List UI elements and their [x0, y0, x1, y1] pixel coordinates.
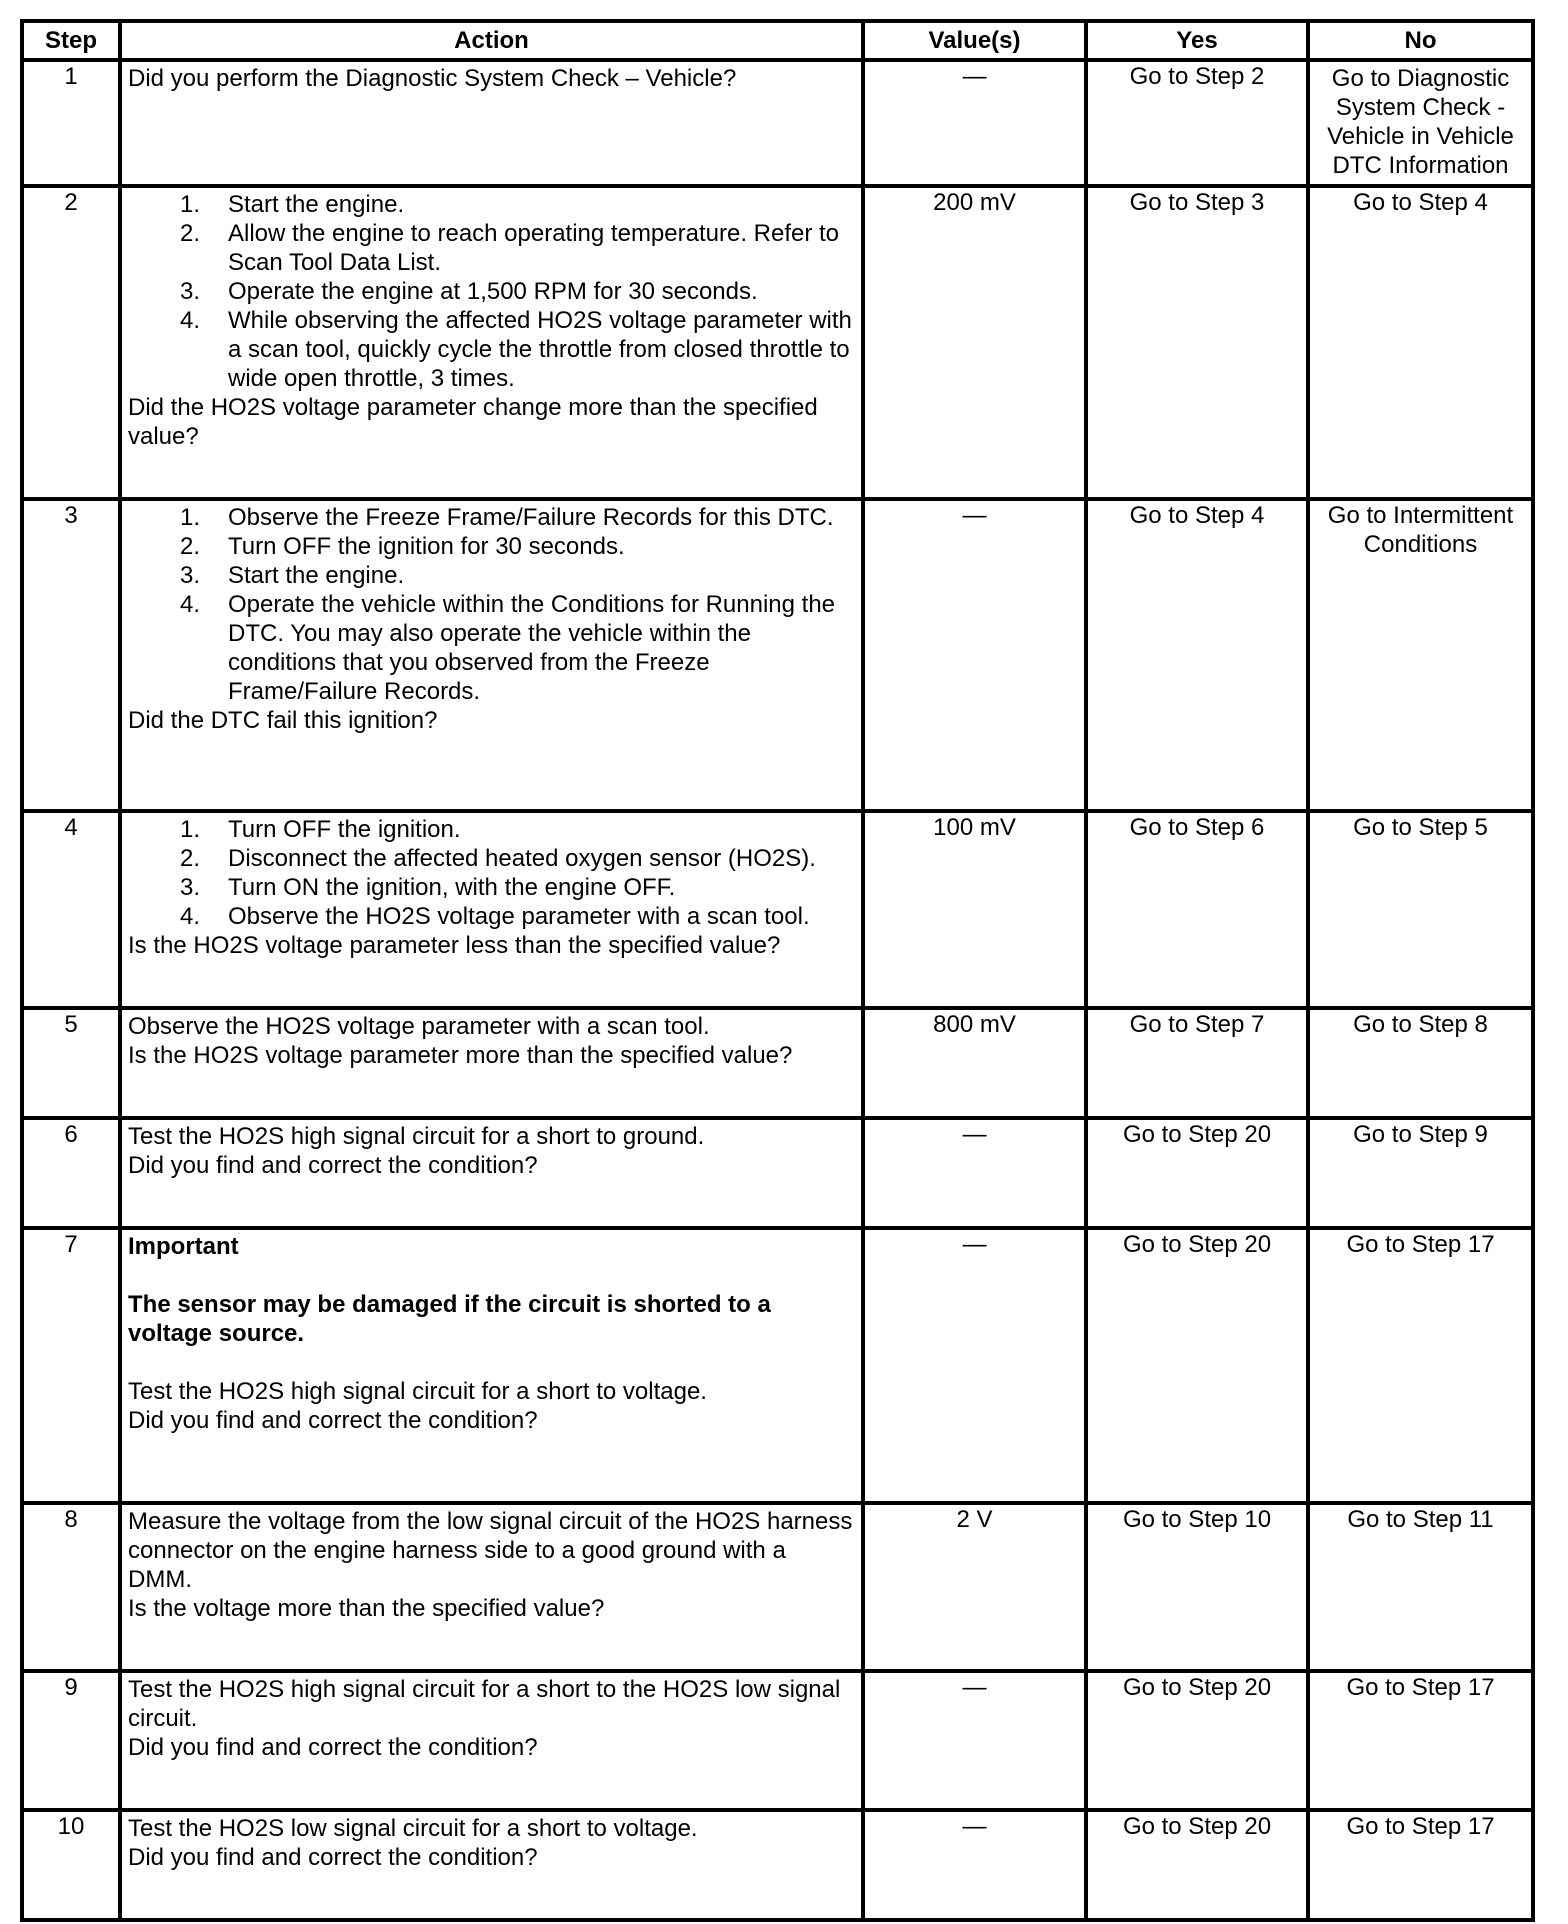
- substep: 1. Start the engine.: [180, 191, 405, 218]
- action-question: Is the HO2S voltage parameter less than the specified value?: [128, 932, 781, 959]
- substep: 1. Turn OFF the ignition.: [180, 816, 461, 843]
- step-number: 2: [22, 186, 120, 499]
- table-row: [22, 811, 1533, 1008]
- action-cell: [120, 1503, 863, 1671]
- important-label: Important: [128, 1233, 239, 1260]
- substep: 4. While observing the affected HO2S voltage parameter with a scan tool, quickly cycle the throttle from closed throttle to wide open throttle, 3 times.: [180, 307, 852, 392]
- value-cell: —: [863, 1671, 1086, 1810]
- yes-link[interactable]: Go to Step 4: [1086, 499, 1308, 811]
- value-cell: 800 mV: [863, 1008, 1086, 1118]
- table-row: [22, 60, 1533, 186]
- action-cell: [120, 186, 863, 499]
- step-number: 9: [22, 1671, 120, 1810]
- action-text: Measure the voltage from the low signal circuit of the HO2S harness connector on the engine harness side to a good ground with a DMM.: [128, 1508, 853, 1593]
- action-cell: [120, 811, 863, 1008]
- action-cell: [120, 499, 863, 811]
- table-row: [22, 1810, 1533, 1920]
- value-cell: 200 mV: [863, 186, 1086, 499]
- yes-link[interactable]: Go to Step 6: [1086, 811, 1308, 1008]
- table-row: [22, 1671, 1533, 1810]
- value-cell: —: [863, 1228, 1086, 1503]
- no-link[interactable]: Go to Step 17: [1308, 1671, 1533, 1810]
- table-row: [22, 499, 1533, 811]
- action-text: Did you perform the Diagnostic System Check – Vehicle?: [128, 65, 737, 92]
- no-link[interactable]: Go to Step 11: [1308, 1503, 1533, 1671]
- yes-link[interactable]: Go to Step 20: [1086, 1228, 1308, 1503]
- action-cell: [120, 60, 863, 186]
- action-cell: [120, 1008, 863, 1118]
- substep-list: [128, 503, 855, 706]
- yes-link[interactable]: Go to Step 2: [1086, 60, 1308, 186]
- substep-list: [128, 190, 855, 393]
- action-question: Is the HO2S voltage parameter more than the specified value?: [128, 1042, 793, 1069]
- table-row: [22, 1118, 1533, 1228]
- substep: 2. Allow the engine to reach operating temperature. Refer to Scan Tool Data List.: [180, 220, 840, 276]
- step-number: 6: [22, 1118, 120, 1228]
- action-text: Test the HO2S high signal circuit for a short to voltage.: [128, 1378, 707, 1405]
- no-link[interactable]: Go to Step 4: [1308, 186, 1533, 499]
- table-row: [22, 186, 1533, 499]
- table-row: [22, 1503, 1533, 1671]
- action-text: Test the HO2S low signal circuit for a short to voltage.: [128, 1815, 698, 1842]
- header-values: Value(s): [863, 21, 1086, 60]
- value-cell: —: [863, 60, 1086, 186]
- substep: 1. Observe the Freeze Frame/Failure Records for this DTC.: [180, 504, 834, 531]
- no-link[interactable]: Go to Diagnostic System Check - Vehicle in Vehicle DTC Information: [1308, 60, 1533, 186]
- substep: 4. Observe the HO2S voltage parameter with a scan tool.: [180, 903, 810, 930]
- substep: 3. Operate the engine at 1,500 RPM for 30 seconds.: [180, 278, 758, 305]
- value-cell: —: [863, 1118, 1086, 1228]
- no-link[interactable]: Go to Step 5: [1308, 811, 1533, 1008]
- yes-link[interactable]: Go to Step 20: [1086, 1118, 1308, 1228]
- action-question: Did you find and correct the condition?: [128, 1152, 538, 1179]
- header-yes: Yes: [1086, 21, 1308, 60]
- action-question: Did the HO2S voltage parameter change more than the specified value?: [128, 394, 818, 450]
- action-cell: [120, 1118, 863, 1228]
- action-cell: [120, 1810, 863, 1920]
- value-cell: 100 mV: [863, 811, 1086, 1008]
- substep: 2. Disconnect the affected heated oxygen sensor (HO2S).: [180, 845, 816, 872]
- yes-link[interactable]: Go to Step 20: [1086, 1671, 1308, 1810]
- action-question: Is the voltage more than the specified value?: [128, 1595, 605, 1622]
- yes-link[interactable]: Go to Step 3: [1086, 186, 1308, 499]
- step-number: 4: [22, 811, 120, 1008]
- step-number: 1: [22, 60, 120, 186]
- substep: 3. Turn ON the ignition, with the engine OFF.: [180, 874, 676, 901]
- action-question: Did you find and correct the condition?: [128, 1407, 538, 1434]
- no-link[interactable]: Go to Step 9: [1308, 1118, 1533, 1228]
- substep: 2. Turn OFF the ignition for 30 seconds.: [180, 533, 625, 560]
- action-text: Test the HO2S high signal circuit for a short to the HO2S low signal circuit.: [128, 1676, 841, 1732]
- yes-link[interactable]: Go to Step 7: [1086, 1008, 1308, 1118]
- table-row: [22, 1008, 1533, 1118]
- substep: 4. Operate the vehicle within the Conditions for Running the DTC. You may also operate the vehicle within the conditions that you observed from the Freeze Frame/Failure Records.: [180, 591, 836, 705]
- step-number: 5: [22, 1008, 120, 1118]
- step-number: 7: [22, 1228, 120, 1503]
- value-cell: —: [863, 499, 1086, 811]
- no-link[interactable]: Go to Intermittent Conditions: [1308, 499, 1533, 811]
- action-cell: [120, 1671, 863, 1810]
- no-link[interactable]: Go to Step 17: [1308, 1228, 1533, 1503]
- diagnostic-table: [20, 19, 1535, 1922]
- step-number: 10: [22, 1810, 120, 1920]
- table-row: [22, 1228, 1533, 1503]
- header-action: Action: [120, 21, 863, 60]
- header-row: [22, 21, 1533, 60]
- action-cell: [120, 1228, 863, 1503]
- no-link[interactable]: Go to Step 8: [1308, 1008, 1533, 1118]
- action-question: Did you find and correct the condition?: [128, 1734, 538, 1761]
- header-step: Step: [22, 21, 120, 60]
- substep: 3. Start the engine.: [180, 562, 405, 589]
- header-no: No: [1308, 21, 1533, 60]
- yes-link[interactable]: Go to Step 10: [1086, 1503, 1308, 1671]
- action-question: Did the DTC fail this ignition?: [128, 707, 438, 734]
- no-link[interactable]: Go to Step 17: [1308, 1810, 1533, 1920]
- value-cell: 2 V: [863, 1503, 1086, 1671]
- value-cell: —: [863, 1810, 1086, 1920]
- important-note: The sensor may be damaged if the circuit is shorted to a voltage source.: [128, 1291, 771, 1347]
- step-number: 8: [22, 1503, 120, 1671]
- action-text: Test the HO2S high signal circuit for a short to ground.: [128, 1123, 705, 1150]
- step-number: 3: [22, 499, 120, 811]
- substep-list: [128, 815, 855, 931]
- yes-link[interactable]: Go to Step 20: [1086, 1810, 1308, 1920]
- action-text: Observe the HO2S voltage parameter with a scan tool.: [128, 1013, 710, 1040]
- action-question: Did you find and correct the condition?: [128, 1844, 538, 1871]
